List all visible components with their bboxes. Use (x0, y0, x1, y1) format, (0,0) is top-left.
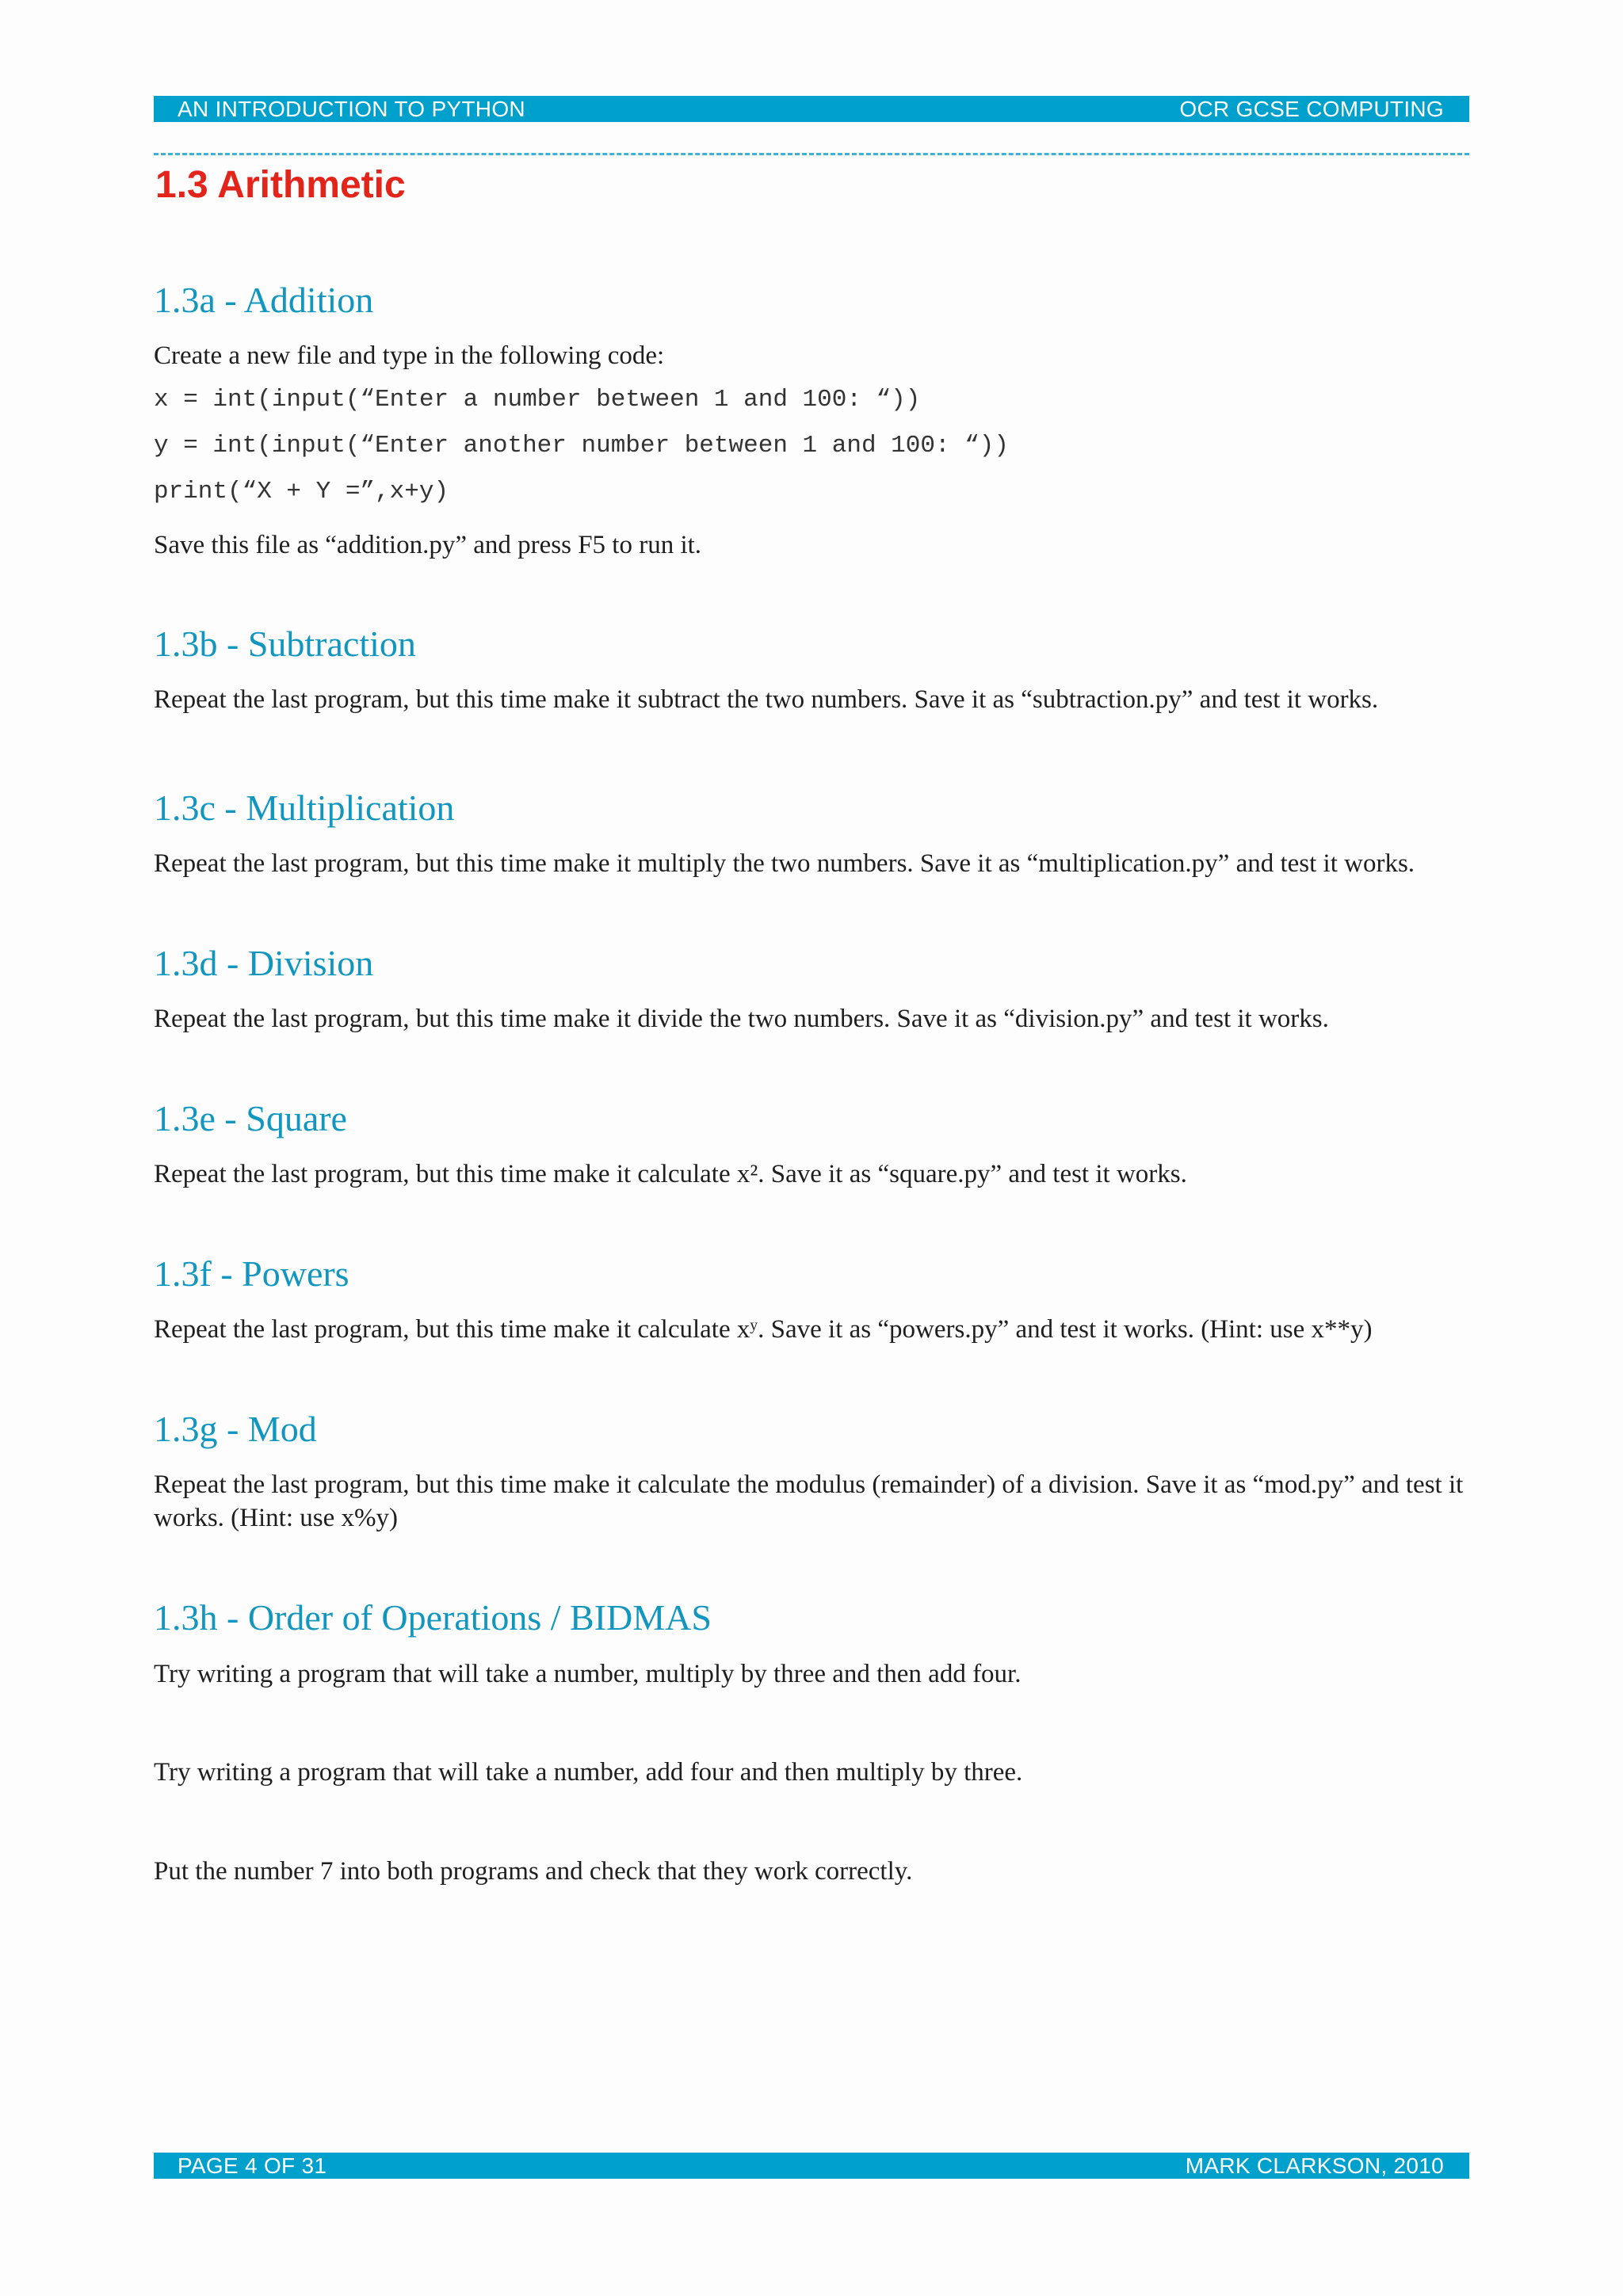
footer-bar (154, 2153, 1469, 2179)
code-line-1: x = int(input(“Enter a number between 1 and 100: “)) (154, 386, 921, 414)
header-course-title: AN INTRODUCTION TO PYTHON (178, 96, 525, 121)
section-heading-addition: 1.3a - Addition (154, 280, 374, 320)
section-heading-mod: 1.3g - Mod (154, 1409, 317, 1449)
footer-page-number: PAGE 4 OF 31 (178, 2153, 327, 2178)
section-heading-subtraction: 1.3b - Subtraction (154, 624, 416, 664)
page-title: 1.3 Arithmetic (155, 164, 406, 206)
bidmas-paragraph-2: Try writing a program that will take a number, add four and then multiply by three. (154, 1758, 1023, 1787)
section-heading-bidmas: 1.3h - Order of Operations / BIDMAS (154, 1597, 712, 1638)
section-heading-division: 1.3d - Division (154, 943, 374, 983)
bidmas-paragraph-1: Try writing a program that will take a number, multiply by three and then add four. (154, 1660, 1022, 1688)
division-body: Repeat the last program, but this time make it divide the two numbers. Save it as “division.py” and test it works. (154, 1005, 1329, 1033)
powers-body: Repeat the last program, but this time make it calculate xʸ. Save it as “powers.py” and test it works. (Hint: use x**y) (154, 1315, 1373, 1344)
section-heading-multiplication: 1.3c - Multiplication (154, 788, 455, 828)
subtraction-body: Repeat the last program, but this time make it subtract the two numbers. Save it as “subtraction.py” and test it works. (154, 685, 1379, 714)
bidmas-paragraph-3: Put the number 7 into both programs and check that they work correctly. (154, 1857, 913, 1886)
section-heading-square: 1.3e - Square (154, 1098, 347, 1138)
addition-outro: Save this file as “addition.py” and press F5 to run it. (154, 531, 702, 559)
header-exam-title: OCR GCSE COMPUTING (1179, 96, 1444, 121)
code-line-3: print(“X + Y =”,x+y) (154, 478, 449, 505)
addition-intro: Create a new file and type in the following code: (154, 341, 665, 370)
section-heading-powers: 1.3f - Powers (154, 1253, 349, 1294)
square-body: Repeat the last program, but this time make it calculate x². Save it as “square.py” and test it works. (154, 1160, 1187, 1188)
footer-author: MARK CLARKSON, 2010 (1185, 2153, 1444, 2178)
header-bar (154, 96, 1469, 122)
dashed-divider (154, 153, 1469, 155)
mod-body: Repeat the last program, but this time make it calculate the modulus (remainder) of a division. Save it as “mod.py” and test it works. (Hint: use x%y) (154, 1470, 1464, 1532)
code-line-2: y = int(input(“Enter another number between 1 and 100: “)) (154, 432, 1009, 460)
multiplication-body: Repeat the last program, but this time make it multiply the two numbers. Save it as “multiplication.py” and test it works. (154, 849, 1415, 878)
